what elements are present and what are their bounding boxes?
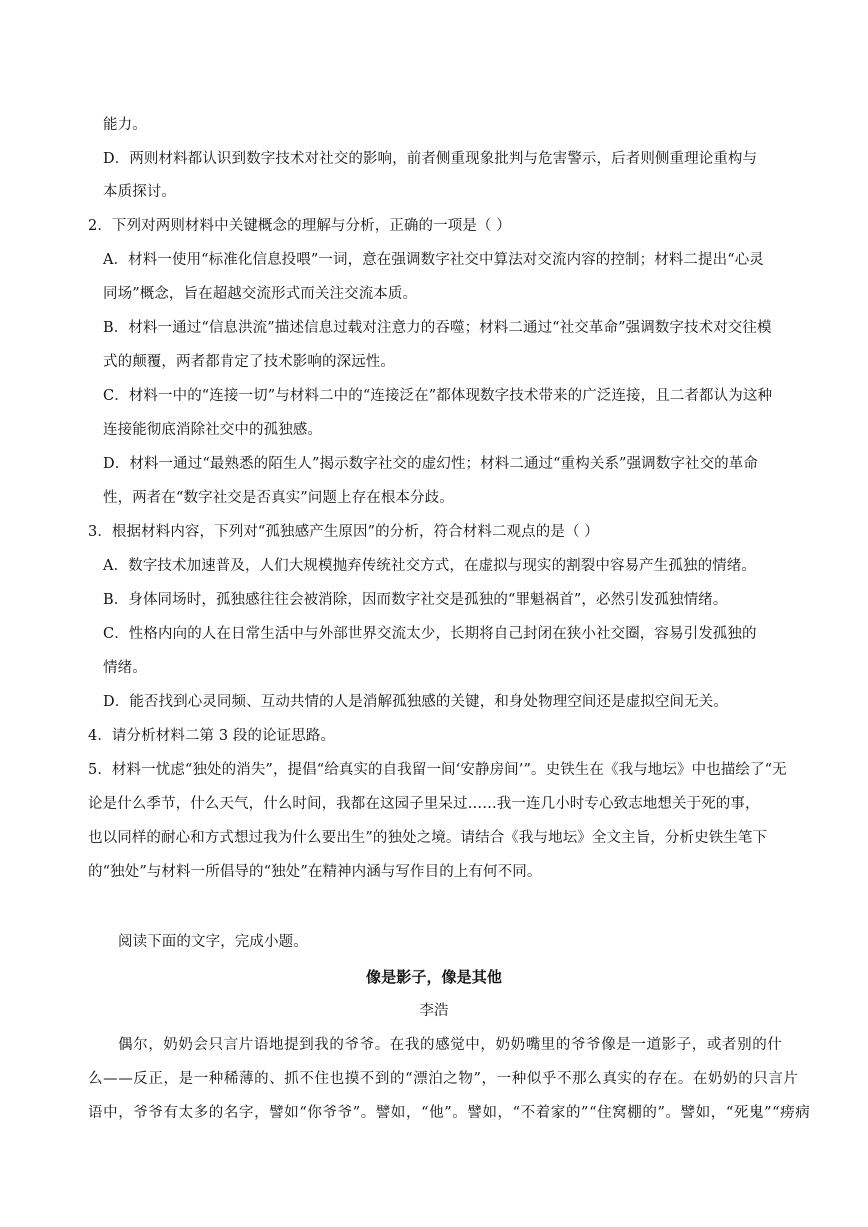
- text-line: 能力。: [103, 117, 147, 133]
- text-line: 连接能彻底消除社交中的孤独感。: [103, 422, 322, 438]
- story-title: 像是影子，像是其他: [366, 968, 502, 986]
- option-a-line: A．数字技术加速普及，人们大规模抛弃传统社交方式，在虚拟与现实的割裂中容易产生孤独的情绪。: [103, 558, 756, 574]
- option-d-line: D．材料一通过“最熟悉的陌生人”揭示数字社交的虚幻性；材料二通过“重构关系”强调数字社交的革命: [103, 456, 758, 472]
- text-line: 本质探讨。: [103, 184, 176, 200]
- question-3: 3．根据材料内容，下列对“孤独感产生原因”的分析，符合材料二观点的是（ ）: [88, 524, 599, 540]
- reading-instruction: 阅读下面的文字，完成小题。: [118, 934, 308, 950]
- question-2: 2．下列对两则材料中关键概念的理解与分析，正确的一项是（ ）: [88, 218, 511, 234]
- story-author: 李浩: [419, 1003, 449, 1019]
- story-line: 么——反正，是一种稀薄的、抓不住也摸不到的“漂泊之物”，一种似乎不那么真实的存在。在奶奶的只言片: [88, 1071, 799, 1087]
- text-line: 的“独处”与材料一所倡导的“独处”在精神内涵与写作目的上有何不同。: [88, 864, 542, 880]
- option-b-line: B．材料一通过“信息洪流”描述信息过载对注意力的吞噬；材料二通过“社交革命”强调数字技术对交往模: [103, 320, 772, 336]
- story-line: 语中，爷爷有太多的名字，譬如“你爷爷”。譬如，“他”。譬如，“不着家的”“住窝棚的”。譬如，“死鬼”“痨病: [88, 1105, 811, 1121]
- story-line: 偶尔，奶奶会只言片语地提到我的爷爷。在我的感觉中，奶奶嘴里的爷爷像是一道影子，或者别的什: [118, 1037, 783, 1053]
- text-line: 也以同样的耐心和方式想过我为什么要出生”的独处之境。请结合《我与地坛》全文主旨，分析史铁生笔下: [88, 830, 768, 846]
- text-line: 式的颠覆，两者都肯定了技术影响的深远性。: [103, 354, 395, 370]
- option-c-line: C．性格内向的人在日常生活中与外部世界交流太少，长期将自己封闭在狭小社交圈，容易引发孤独的: [103, 626, 757, 642]
- option-a-line: A．材料一使用“标准化信息投喂”一词，意在强调数字社交中算法对交流内容的控制；材料二提出“心灵: [103, 252, 764, 268]
- text-line: 同场”概念，旨在超越交流形式而关注交流本质。: [103, 286, 418, 302]
- option-c-line: C．材料一中的“连接一切”与材料二中的“连接泛在”都体现数字技术带来的广泛连接，且二者都认为这种: [103, 388, 773, 404]
- option-b-line: B．身体同场时，孤独感往往会被消除，因而数字社交是孤独的“罪魁祸首”，必然引发孤独情绪。: [103, 592, 728, 608]
- text-line: 论是什么季节，什么天气，什么时间，我都在这园子里呆过……我一连几小时专心致志地想关于死的事，: [88, 796, 760, 812]
- text-line: 情绪。: [103, 660, 147, 676]
- option-d-line: D．能否找到心灵同频、互动共情的人是消解孤独感的关键，和身处物理空间还是虚拟空间无关。: [103, 694, 728, 710]
- option-d-line: D．两则材料都认识到数字技术对社交的影响，前者侧重现象批判与危害警示，后者则侧重理论重构与: [103, 151, 758, 167]
- text-line: 性，两者在“数字社交是否真实”问题上存在根本分歧。: [103, 490, 454, 506]
- question-5: 5．材料一忧虑“独处的消失”，提倡“给真实的自我留一间‘安静房间’”。史铁生在《我与地坛》中也描绘了“无: [88, 762, 787, 778]
- question-4: 4．请分析材料二第 3 段的论证思路。: [88, 728, 336, 744]
